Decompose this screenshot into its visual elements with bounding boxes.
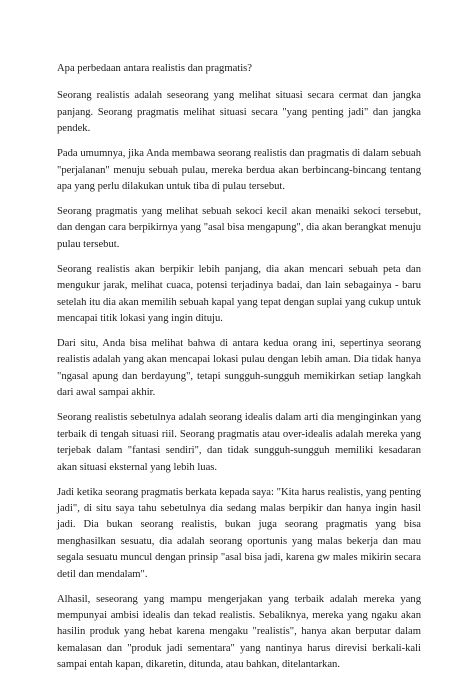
document-page	[57, 61, 421, 682]
paragraph-3: Seorang pragmatis yang melihat sebuah sekoci kecil akan menaiki sekoci tersebut, dan dengan cara berpikirnya yang "asal bisa mengapung", dia akan berangkat menuju pulau tersebut.	[57, 206, 421, 250]
document-title: Apa perbedaan antara realistis dan pragmatis?	[57, 63, 253, 74]
paragraph-4: Seorang realistis akan berpikir lebih panjang, dia akan mencari sebuah peta dan mengukur jarak, melihat cuaca, potensi terjadinya badai, dan lain sebagainya - baru setelah itu dia akan memilih sebuah kapal yang tepat dengan suplai yang cukup untuk mencapai titik lokasi yang ingin dituju.	[57, 263, 421, 325]
paragraph-2: Pada umumnya, jika Anda membawa seorang realistis dan pragmatis di dalam sebuah "perjalanan" menuju sebuah pulau, mereka berdua akan berbincang-bincang tentang apa yang perlu dilakukan untuk tiba di pulau tersebut.	[57, 148, 421, 193]
paragraph-7: Jadi ketika seorang pragmatis berkata kepada saya: "Kita harus realistis, yang penting jadi", di situ saya tahu sebetulnya dia sedang malas berpikir dan hanya ingin hasil jadi. Dia bukan seorang realistis, bukan juga seorang pragmatis yang bisa menghasilkan sesuatu, dia adalah seorang oportunis yang malas bekerja dan mau segala sesuatu muncul dengan prinsip "asal bisa jadi, karena gw males mikirin secara detil dan mendalam".	[57, 486, 421, 580]
paragraph-5: Dari situ, Anda bisa melihat bahwa di antara kedua orang ini, sepertinya seorang realistis adalah yang akan mencapai lokasi pulau dengan lebih aman. Dia tidak hanya "ngasal apung dan berdayung", tetapi sungguh-sungguh memikirkan setiap langkah dari awal sampai akhir.	[57, 338, 421, 399]
paragraph-1: Seorang realistis adalah seseorang yang melihat situasi secara cermat dan jangka panjang. Seorang pragmatis melihat situasi secara "yang penting jadi" dan jangka pendek.	[57, 90, 421, 135]
paragraph-6: Seorang realistis sebetulnya adalah seorang idealis dalam arti dia menginginkan yang terbaik di tengah situasi riil. Seorang pragmatis atau over-idealis adalah mereka yang terjebak dalam "fantasi sendiri", dan tidak sungguh-sungguh memiliki kesadaran akan situasi eksternal yang lebih luas.	[57, 412, 421, 473]
paragraph-8: Alhasil, seseorang yang mampu mengerjakan yang terbaik adalah mereka yang mempunyai ambisi idealis dan tekad realistis. Sebaliknya, mereka yang ngaku akan hasilin produk yang hebat karena mengaku "realistis", hanya akan berputar dalam kemalasan dan "produk jadi sementara" yang nantinya harus direvisi berkali-kali sampai entah kapan, dikaretin, ditunda, atau bahkan, ditelantarkan.	[57, 593, 421, 671]
